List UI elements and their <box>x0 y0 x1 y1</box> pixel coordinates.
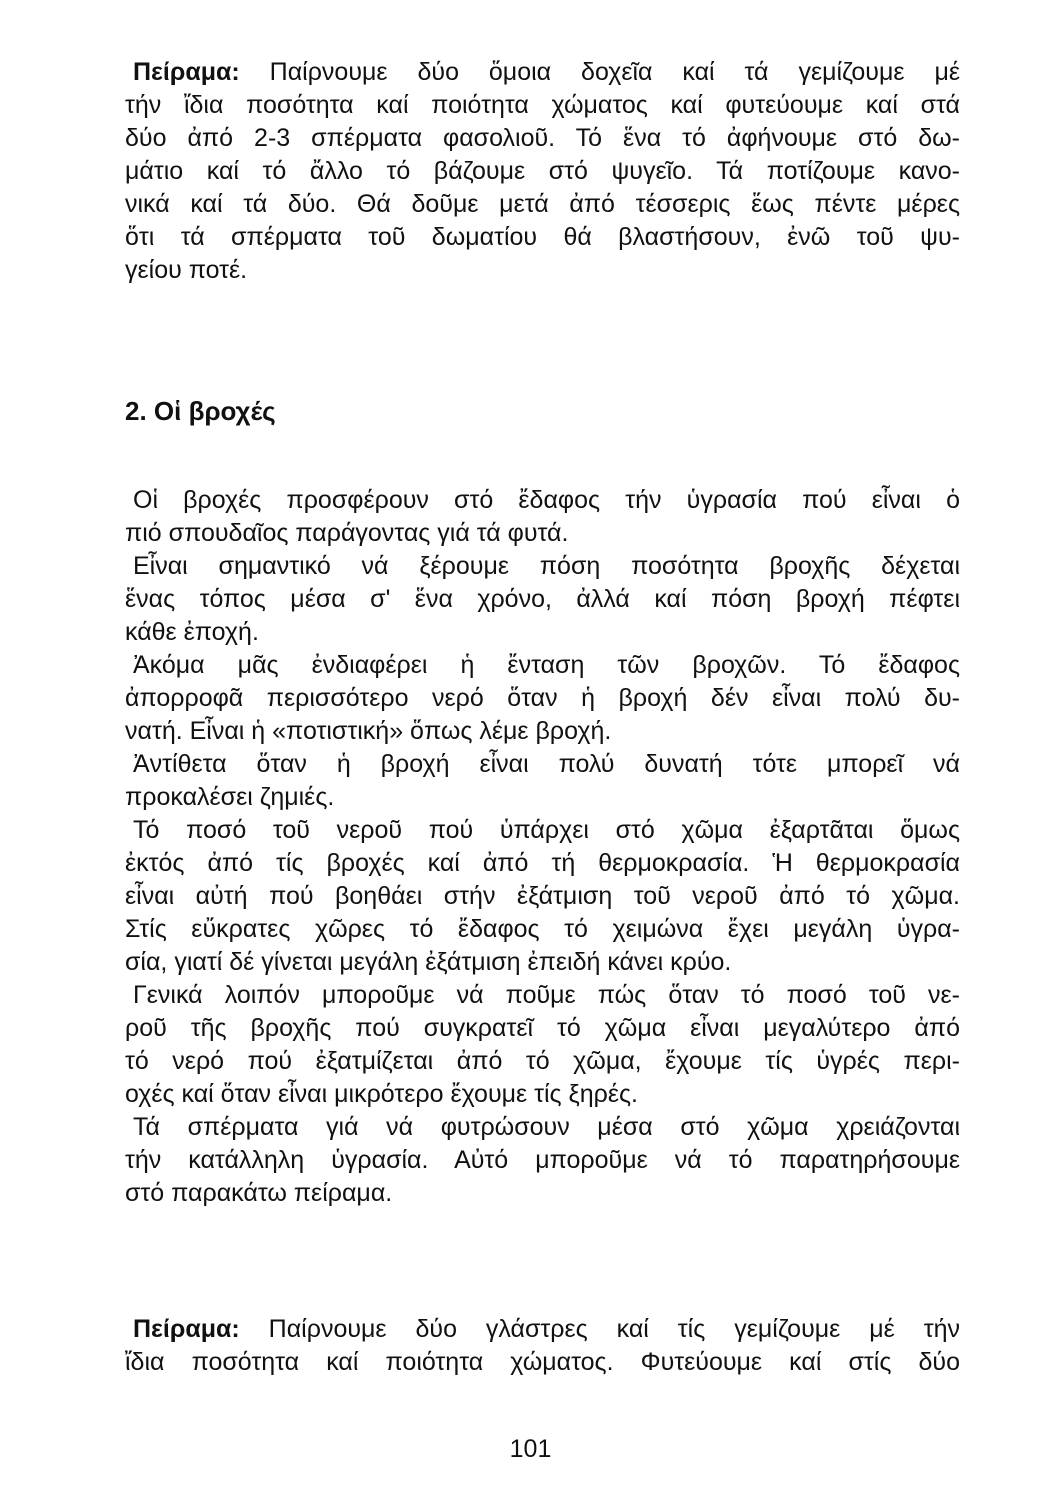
text-line: δύο ἀπό 2-3 σπέρματα φασολιοῦ. Τό ἕνα τό ἀφήνουμε στό δω- <box>125 124 960 152</box>
body-text <box>125 484 960 1210</box>
text-line: προκαλέσει ζημιές. <box>125 783 335 811</box>
text-line: Πείραμα: Παίρνουμε δύο ὅμοια δοχεῖα καί τά γεμίζουμε μέ <box>133 58 960 86</box>
text-line: κάθε ἐποχή. <box>125 618 259 646</box>
text-line: ἀπορροφᾶ περισσότερο νερό ὅταν ἡ βροχή δέν εἶναι πολύ δυ- <box>125 684 960 712</box>
section-heading: 2. Οἱ βροχές <box>125 396 276 426</box>
text-line: οχές καί ὅταν εἶναι μικρότερο ἔχουμε τίς ξηρές. <box>125 1080 638 1108</box>
text-line: τήν κατάλληλη ὑγρασία. Αὐτό μποροῦμε νά τό παρατηρήσουμε <box>125 1146 960 1174</box>
text-line: νικά καί τά δύο. Θά δοῦμε μετά ἀπό τέσσερις ἕως πέντε μέρες <box>125 190 960 218</box>
text-line: ἴδια ποσότητα καί ποιότητα χώματος. Φυτεύουμε καί στίς δύο <box>125 1348 960 1376</box>
text-line: Πείραμα: Παίρνουμε δύο γλάστρες καί τίς γεμίζουμε μέ τήν <box>133 1315 961 1343</box>
text-line: μάτιο καί τό ἄλλο τό βάζουμε στό ψυγεῖο. Τά ποτίζουμε κανο- <box>125 157 960 185</box>
text-line: στό παρακάτω πείραμα. <box>125 1179 393 1207</box>
text-line: Γενικά λοιπόν μποροῦμε νά ποῦμε πώς ὅταν τό ποσό τοῦ νε- <box>133 981 960 1009</box>
text-line: τήν ἴδια ποσότητα καί ποιότητα χώματος καί φυτεύουμε καί στά <box>125 91 960 119</box>
text-line: γείου ποτέ. <box>125 256 248 284</box>
text-line: Ἀντίθετα ὅταν ἡ βροχή εἶναι πολύ δυνατή τότε μπορεῖ νά <box>133 750 960 778</box>
text-line: τό νερό πού ἐξατμίζεται ἀπό τό χῶμα, ἔχουμε τίς ὑγρές περι- <box>125 1047 960 1075</box>
text-line: Ἀκόμα μᾶς ἐνδιαφέρει ἡ ἔνταση τῶν βροχῶν. Τό ἔδαφος <box>133 651 960 679</box>
experiment-2-paragraph <box>125 1313 960 1379</box>
text-line: Τά σπέρματα γιά νά φυτρώσουν μέσα στό χῶμα χρειάζονται <box>133 1113 960 1141</box>
experiment-label: Πείραμα: <box>133 1315 240 1343</box>
text-line: σία, γιατί δέ γίνεται μεγάλη ἐξάτμιση ἐπειδή κάνει κρύο. <box>125 948 732 976</box>
text-line: ὅτι τά σπέρματα τοῦ δωματίου θά βλαστήσουν, ἐνῶ τοῦ ψυ- <box>125 223 960 251</box>
experiment-label: Πείραμα: <box>133 58 240 86</box>
text-line: Εἶναι σημαντικό νά ξέρουμε πόση ποσότητα βροχῆς δέχεται <box>133 552 960 580</box>
text-line: Οἱ βροχές προσφέρουν στό ἔδαφος τήν ὑγρασία πού εἶναι ὁ <box>133 486 960 514</box>
text-line: ἐκτός ἀπό τίς βροχές καί ἀπό τή θερμοκρασία. Ἡ θερμοκρασία <box>125 849 960 877</box>
text-line: ροῦ τῆς βροχῆς πού συγκρατεῖ τό χῶμα εἶναι μεγαλύτερο ἀπό <box>125 1014 960 1042</box>
experiment-1-paragraph <box>125 56 960 287</box>
page-number: 101 <box>509 1435 552 1463</box>
text-line: πιό σπουδαῖος παράγοντας γιά τά φυτά. <box>125 519 569 547</box>
text-line: Τό ποσό τοῦ νεροῦ πού ὑπάρχει στό χῶμα ἐξαρτᾶται ὅμως <box>133 816 960 844</box>
text-line: εἶναι αὐτή πού βοηθάει στήν ἐξάτμιση τοῦ νεροῦ ἀπό τό χῶμα. <box>125 882 960 910</box>
text-line: νατή. Εἶναι ἡ «ποτιστική» ὅπως λέμε βροχή. <box>125 717 612 745</box>
text-line: Στίς εὔκρατες χῶρες τό ἔδαφος τό χειμώνα ἔχει μεγάλη ὑγρα- <box>125 915 960 943</box>
text-line: ἕνας τόπος μέσα σ' ἕνα χρόνο, ἀλλά καί πόση βροχή πέφτει <box>125 585 960 613</box>
